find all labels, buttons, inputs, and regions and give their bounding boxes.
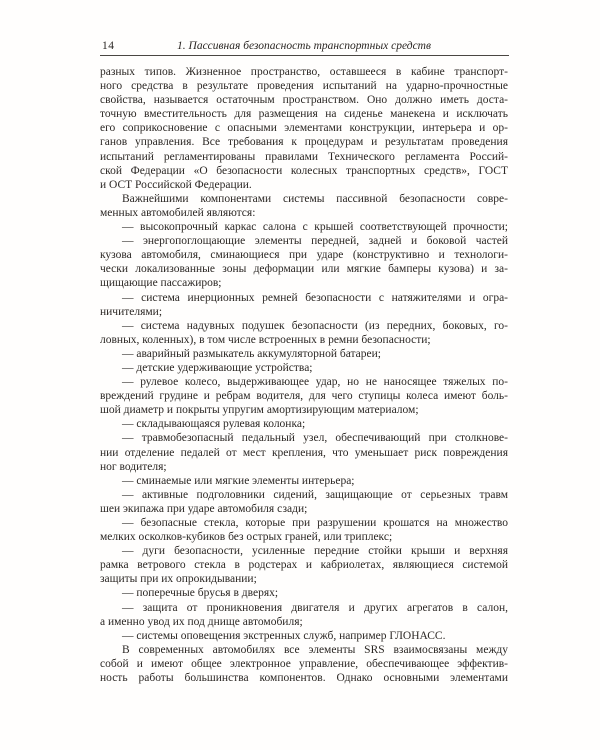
text-line: ность работы большинства компонентов. Однако основными элементами bbox=[100, 672, 508, 685]
text-line: — складывающаяся рулевая колонка; bbox=[122, 418, 306, 431]
list-item bbox=[100, 291, 508, 319]
text-line: шой диаметр и покрыты упругим амортизирующим материалом; bbox=[100, 404, 419, 417]
text-line: — высокопрочный каркас салона с крышей соответствующей прочности; bbox=[122, 221, 508, 234]
list-item bbox=[100, 629, 508, 643]
text-line: защиты при их опрокидывании; bbox=[100, 573, 257, 586]
text-line: ничителями; bbox=[100, 305, 163, 318]
list-item bbox=[100, 431, 508, 473]
text-line: — поперечные брусья в дверях; bbox=[122, 587, 279, 600]
list-item bbox=[100, 220, 508, 234]
text-line: — системы оповещения экстренных служб, например ГЛОНАСС. bbox=[122, 629, 446, 642]
text-line: — дуги безопасности, усиленные передние стойки крыши и верхняя bbox=[122, 545, 508, 558]
text-line: свойства, называется остаточным пространством. Оно должно иметь доста- bbox=[100, 94, 508, 107]
text-line: Важнейшими компонентами системы пассивной безопасности совре- bbox=[122, 192, 508, 205]
page-number: 14 bbox=[102, 40, 115, 52]
text-line: ног водителя; bbox=[100, 460, 167, 473]
text-line: испытаний регламентированы правилами Технического регламента Россий- bbox=[100, 150, 508, 163]
list-item bbox=[100, 516, 508, 544]
text-line: и ОСТ Российской Федерации. bbox=[100, 178, 252, 191]
list-item bbox=[100, 586, 508, 600]
list-item bbox=[100, 488, 508, 516]
text-line: ганов управления. Все требования к процедурам и результатам проведения bbox=[100, 136, 508, 149]
list-item bbox=[100, 474, 508, 488]
running-header: 1. Пассивная безопасность транспортных средств bbox=[177, 40, 431, 52]
list-item bbox=[100, 347, 508, 361]
text-line: мелких осколков-кубиков без острых граней, или триплекс; bbox=[100, 531, 393, 544]
paragraph bbox=[100, 65, 508, 192]
list-item bbox=[100, 319, 508, 347]
text-line: чески локализованные зоны деформации или мягкие бамперы кузова) и за- bbox=[100, 263, 508, 276]
text-line: — аварийный размыкатель аккумуляторной батареи; bbox=[122, 347, 381, 360]
text-line: — энергопоглощающие элементы передней, задней и боковой частей bbox=[122, 235, 508, 248]
text-line: рамка ветрового стекла в родстерах и кабриолетах, являющиеся системой bbox=[100, 559, 508, 572]
text-line: — травмобезопасный педальный узел, обеспечивающий при столкнове- bbox=[122, 432, 508, 445]
text-line: ного средства в результате проведения испытаний на ударно-прочностные bbox=[100, 80, 508, 93]
paragraph bbox=[100, 643, 508, 685]
text-line: а именно увод их под днище автомобиля; bbox=[100, 615, 303, 628]
list-item bbox=[100, 375, 508, 417]
text-line: кузова автомобиля, сминающиеся при ударе (конструктивно и технологи- bbox=[100, 249, 508, 262]
text-line: В современных автомобилях все элементы SRS взаимосвязаны между bbox=[122, 643, 508, 656]
text-line: собой и имеют общее электронное управление, обеспечивающее эффектив- bbox=[100, 657, 508, 670]
text-line: точную вместительность для размещения на сиденье манекена и исключать bbox=[100, 108, 508, 121]
text-line: — защита от проникновения двигателя и других агрегатов в салон, bbox=[122, 601, 508, 614]
text-line: — система инерционных ремней безопасности с натяжителями и огра- bbox=[122, 291, 508, 304]
text-line: щищающие пассажиров; bbox=[100, 277, 222, 290]
text-line: — система надувных подушек безопасности (из передних, боковых, го- bbox=[122, 319, 508, 332]
list-item bbox=[100, 417, 508, 431]
page-header bbox=[100, 39, 508, 54]
text-line: вреждений грудине и ребрам водителя, для чего ступицы колеса имеют боль- bbox=[100, 390, 508, 403]
text-line: — рулевое колесо, выдерживающее удар, но не наносящее тяжелых по- bbox=[122, 376, 508, 389]
text-line: — детские удерживающие устройства; bbox=[122, 361, 313, 374]
text-line: — сминаемые или мягкие элементы интерьера; bbox=[122, 474, 355, 487]
text-line: — безопасные стекла, которые при разрушении крошатся на множество bbox=[122, 517, 508, 529]
header-rule bbox=[100, 55, 509, 56]
text-line: — активные подголовники сидений, защищающие от серьезных травм bbox=[122, 488, 508, 501]
list-item bbox=[100, 601, 508, 629]
text-line: разных типов. Жизненное пространство, оставшееся в кабине транспорт- bbox=[100, 66, 508, 78]
text-line: менных автомобилей являются: bbox=[100, 206, 256, 219]
list-item bbox=[100, 544, 508, 586]
text-line: его соприкосновение с опасными элементами конструкции, интерьера и ор- bbox=[100, 122, 508, 135]
list-item bbox=[100, 234, 508, 290]
page-text bbox=[100, 65, 508, 685]
text-line: ской Федерации «О безопасности колесных транспортных средств», ГОСТ bbox=[100, 164, 508, 177]
text-line: ловных, коленных), в том числе встроенных в ремни безопасности; bbox=[100, 333, 431, 346]
paragraph bbox=[100, 192, 508, 220]
list-item bbox=[100, 361, 508, 375]
text-line: нии отделение педалей от мест крепления, что уменьшает риск повреждения bbox=[100, 446, 508, 459]
text-line: шеи экипажа при ударе автомобиля сзади; bbox=[100, 502, 308, 515]
